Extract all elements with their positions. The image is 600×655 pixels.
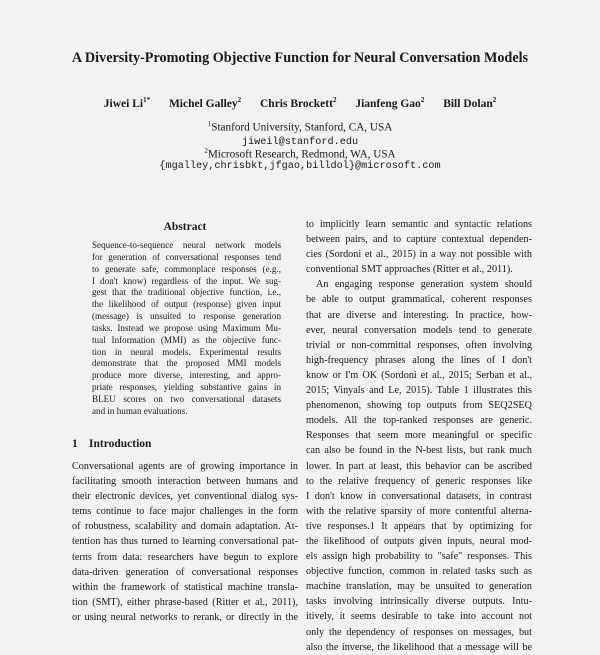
text-line: Sequence-to-sequence neural network models bbox=[92, 240, 281, 250]
text-line: BLEU scores on two conversational datasets bbox=[92, 393, 281, 404]
text-line: tention has thus turned to learning conversational pat- bbox=[72, 536, 298, 548]
author: Jianfeng Gao$^2$ bbox=[355, 96, 425, 110]
text-line: ever, neural conversation models tend to generate bbox=[306, 324, 532, 336]
abstract-body bbox=[92, 240, 281, 418]
text-line: lower. In part at least, this behavior can be ascribed bbox=[306, 460, 532, 472]
text-line: (message) is unsuited to response generation bbox=[92, 311, 281, 322]
abstract-heading: Abstract bbox=[163, 221, 207, 233]
text-line: or using neural networks to rerank, or directly in the bbox=[72, 611, 298, 623]
author: Chris Brockett$^2$ bbox=[260, 96, 337, 110]
text-line: know or I'm OK (Sordoni et al., 2015; Serban et al., bbox=[306, 369, 532, 381]
text-line: tual Information (MMI) as the objective func- bbox=[92, 334, 281, 345]
text-line: to the relative frequency of generic responses like bbox=[306, 475, 532, 487]
affiliation-1: $^1$Stanford University, Stanford, CA, USA bbox=[207, 120, 393, 134]
text-line: high-frequency phrases along the lines of I don't bbox=[306, 354, 532, 366]
email-1: jiweil@stanford.edu bbox=[241, 137, 359, 148]
text-line: be able to output grammatical, coherent responses bbox=[306, 294, 532, 306]
text-line: also the inverse, the likelihood that a message will be bbox=[306, 641, 532, 653]
text-line: the likelihood of outputs given inputs, neural mod- bbox=[306, 535, 532, 547]
text-line: produce more diverse, interesting, and appro- bbox=[92, 370, 281, 381]
text-line: for generation of conversational responses tend bbox=[92, 251, 281, 262]
text-line: to generate safe, commonplace responses (e.g., bbox=[92, 263, 281, 274]
text-line: terns from data: researchers have begun to explore bbox=[72, 551, 298, 563]
intro-right-column bbox=[306, 217, 532, 655]
text-line: facilitating smooth interaction between humans and bbox=[72, 476, 298, 488]
text-line: trivial or non-committal responses, often involving bbox=[306, 339, 532, 351]
text-line: and in human evaluations. bbox=[92, 405, 188, 416]
text-line: itively, it seems desirable to take into account not bbox=[306, 611, 532, 623]
text-line: phenomenon, showing top outputs from SEQ2SEQ bbox=[306, 400, 532, 412]
text-line: of robustness, scalability and domain adaptation. At- bbox=[72, 521, 298, 533]
text-line: demonstrate that the proposed MMI models bbox=[92, 358, 281, 369]
text-line: els assign high probability to "safe" responses. This bbox=[306, 551, 532, 563]
text-line: Responses that seem more meaningful or specific bbox=[306, 430, 532, 442]
text-line: tive responses.1 It appears that by optimizing for bbox=[306, 520, 532, 532]
text-line: between pairs, and to capture contextual dependen- bbox=[306, 234, 532, 246]
text-line: tion (SMT), either phrase-based (Ritter et al., 2011), bbox=[72, 596, 298, 608]
affiliation-2: $^2$Microsoft Research, Redmond, WA, USA bbox=[204, 147, 396, 161]
text-line: tion in neural models. Experimental results bbox=[92, 346, 281, 357]
text-line: within the framework of statistical machine transla- bbox=[72, 581, 298, 593]
text-line: can also be found in the N-best lists, but rank much bbox=[306, 445, 532, 457]
text-line: data-driven generation of conversational responses bbox=[72, 566, 298, 578]
text-line: tasks. Instead we propose using Maximum Mu- bbox=[92, 322, 281, 333]
section-heading-introduction: 1 Introduction bbox=[72, 438, 152, 450]
text-line: cies (Sordoni et al., 2015) in a way not possible with bbox=[306, 249, 532, 261]
text-line: gest that the traditional objective function, i.e., bbox=[92, 287, 281, 298]
email-2: {mgalley,chrisbkt,jfgao,billdol}@microsoft.com bbox=[159, 161, 441, 172]
text-line: the likelihood of output (response) given input bbox=[92, 299, 281, 310]
text-line: tems continue to face major challenges in the form bbox=[72, 506, 298, 518]
text-line: Conversational agents are of growing importance in bbox=[72, 461, 298, 472]
text-line: with the relative sparsity of more contentful alterna- bbox=[306, 505, 532, 517]
text-line: I don't know) regardless of the input. We sug- bbox=[92, 275, 281, 286]
text-line: tasks involving intrinsically diverse outputs. Intu- bbox=[306, 596, 532, 608]
text-line: their electronic devices, yet conventional dialog sys- bbox=[72, 491, 298, 503]
text-line: objective function, common in related tasks such as bbox=[306, 566, 532, 578]
author: Michel Galley$^2$ bbox=[168, 96, 242, 110]
text-line: machine translation, may be unsuited to generation bbox=[306, 581, 532, 593]
paper-title: A Diversity-Promoting Objective Function for Neural Conversation Models bbox=[71, 50, 529, 66]
text-line: to implicitly learn semantic and syntactic relations bbox=[306, 219, 532, 230]
author: Bill Dolan$^2$ bbox=[443, 96, 497, 110]
text-line: that are diverse and interesting. In practice, how- bbox=[306, 309, 532, 321]
text-line: 2015; Vinyals and Le, 2015). Table 1 illustrates this bbox=[306, 385, 532, 397]
text-line: I don't know in conversational datasets, in contrast bbox=[306, 490, 532, 502]
author-list bbox=[0, 96, 600, 110]
text-line: only the dependency of responses on messages, but bbox=[306, 626, 532, 638]
author: Jiwei $Li^{1*}$ bbox=[103, 96, 151, 110]
text-line: models. All the top-ranked responses are generic. bbox=[306, 415, 532, 427]
intro-left-column bbox=[72, 459, 298, 625]
text-line: conventional SMT approaches (Ritter et al., 2011). bbox=[306, 264, 513, 276]
text-line: An engaging response generation system should bbox=[316, 279, 532, 291]
text-line: priate responses, yielding substantive gains in bbox=[92, 382, 281, 393]
